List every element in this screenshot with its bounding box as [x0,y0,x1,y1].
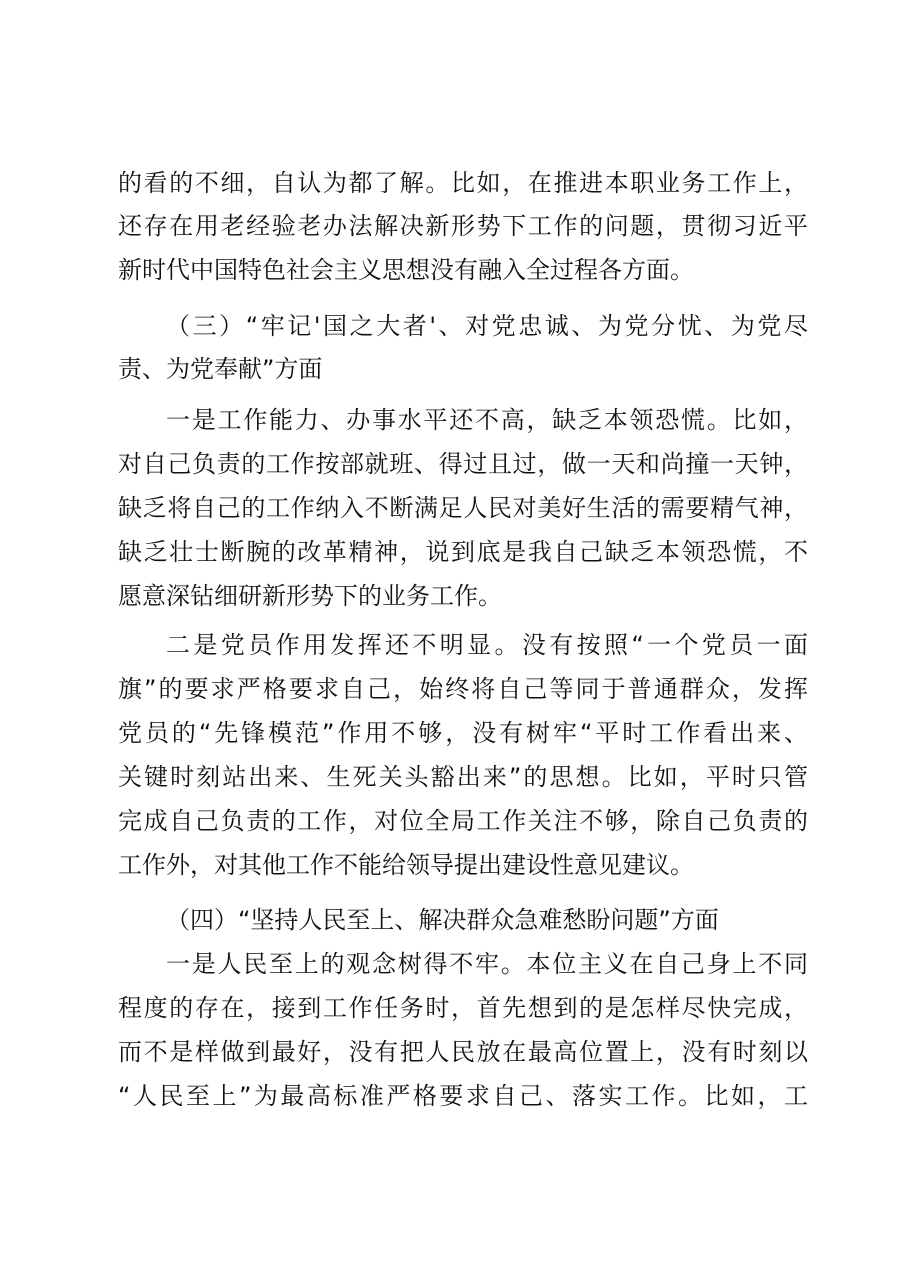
text-line: 程度的存在，接到工作任务时，首先想到的是怎样尽快完成， [118,994,808,1022]
text-line: 一是人民至上的观念树得不牢。本位主义在自己身上不同 [166,950,808,978]
text-line: 还存在用老经验老办法解决新形势下工作的问题，贯彻习近平 [118,212,808,240]
section-heading-3-line: （三）“牢记'国之大者'、对党忠诚、为党分忧、为党尽 [166,312,808,340]
text-line: 旗”的要求严格要求自己，始终将自己等同于普通群众，发挥 [118,675,808,703]
text-line: 二是党员作用发挥还不明显。没有按照“一个党员一面 [166,631,808,659]
text-line: 愿意深钻细研新形势下的业务工作。 [118,582,502,610]
text-line: 一是工作能力、办事水平还不高，缺乏本领恐慌。比如， [166,406,808,434]
text-line: 而不是样做到最好，没有把人民放在最高位置上，没有时刻以 [118,1038,808,1066]
text-line: 党员的“先锋模范”作用不够，没有树牢“平时工作看出来、 [118,719,808,747]
text-line: 的看的不细，自认为都了解。比如，在推进本职业务工作上， [118,169,808,197]
section-heading-4: （四）“坚持人民至上、解决群众急难愁盼问题”方面 [166,906,719,934]
text-line: “人民至上”为最高标准严格要求自己、落实工作。比如，工 [118,1082,808,1110]
text-line: 关键时刻站出来、生死关头豁出来”的思想。比如，平时只管 [118,763,808,791]
text-line: 缺乏壮士断腕的改革精神，说到底是我自己缺乏本领恐慌，不 [118,538,808,566]
text-line: 缺乏将自己的工作纳入不断满足人民对美好生活的需要精气神， [118,494,808,522]
section-heading-3-line: 责、为党奉献”方面 [118,355,323,383]
text-line: 工作外，对其他工作不能给领导提出建设性意见建议。 [118,851,694,879]
text-line: 对自己负责的工作按部就班、得过且过，做一天和尚撞一天钟， [118,450,808,478]
text-line: 新时代中国特色社会主义思想没有融入全过程各方面。 [118,256,694,284]
text-line: 完成自己负责的工作，对位全局工作关注不够，除自己负责的 [118,807,808,835]
